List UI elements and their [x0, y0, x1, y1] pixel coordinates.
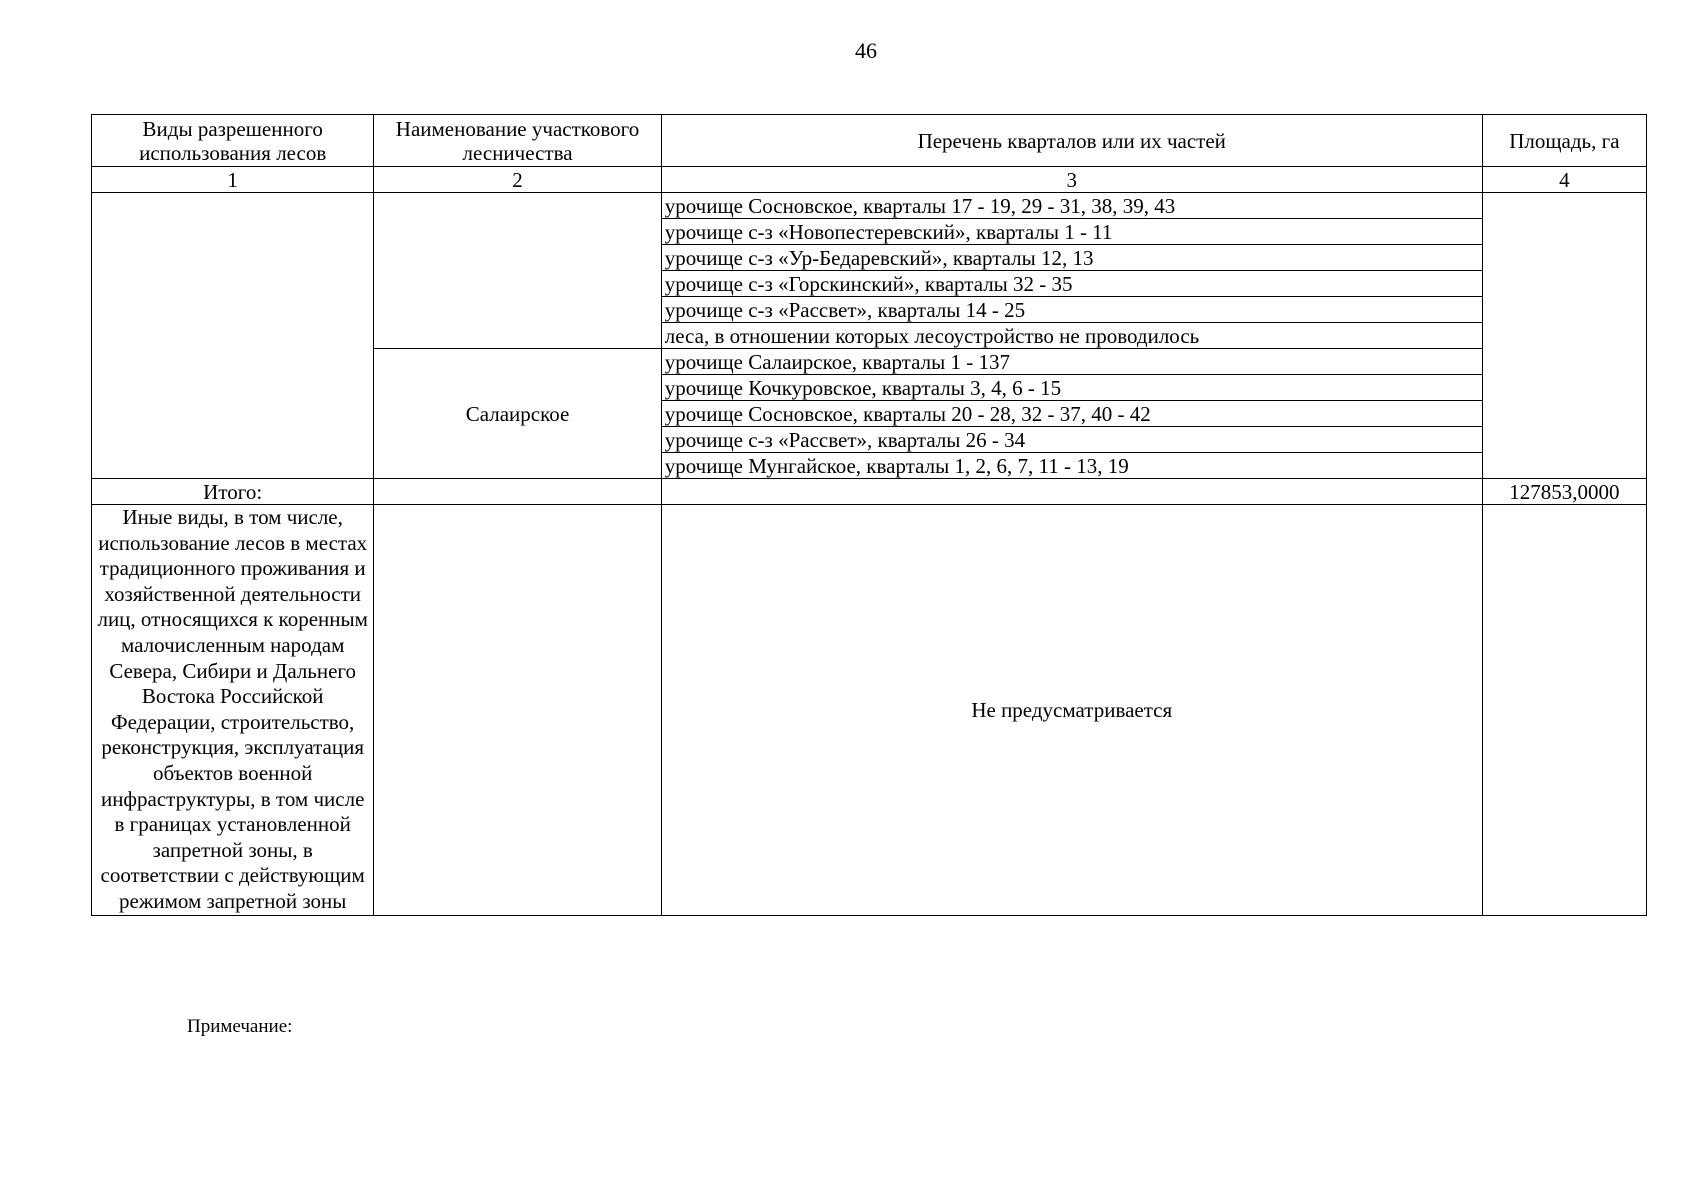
quarter-item: урочище Кочкуровское, кварталы 3, 4, 6 - 15	[661, 375, 1482, 401]
quarter-item: урочище с-з «Рассвет», кварталы 14 - 25	[661, 297, 1482, 323]
forestry-name-cell: Салаирское	[374, 349, 661, 479]
column-number: 2	[374, 167, 661, 193]
header-area: Площадь, га	[1482, 115, 1646, 167]
total-row	[92, 479, 1647, 505]
header-use-types: Виды разрешенного использования лесов	[92, 115, 374, 167]
total-blank-cell	[374, 479, 661, 505]
column-number: 1	[92, 167, 374, 193]
quarter-item: урочище с-з «Новопестеревский», кварталы 1 - 11	[661, 219, 1482, 245]
header-forestry-name: Наименование участкового лесничества	[374, 115, 661, 167]
quarter-item: урочище с-з «Горскинский», кварталы 32 - 35	[661, 271, 1482, 297]
quarter-item: леса, в отношении которых лесоустройство не проводилось	[661, 323, 1482, 349]
note-label: Примечание:	[187, 1016, 293, 1037]
other-uses-label: Иные виды, в том числе, использование лесов в местах традиционного проживания и хозяйственной деятельности лиц, относящихся к коренным малочисленным народам Севера, Сибири и Дальнего Востока Российской Федерации, строительство, реконструкция, эксплуатация объектов военной инфраструктуры, в том числе в границах установленной запретной зоны, в соответствии с действующим режимом запретной зоны	[92, 505, 374, 916]
quarter-item: урочище Сосновское, кварталы 20 - 28, 32 - 37, 40 - 42	[661, 401, 1482, 427]
other-uses-row	[92, 505, 1647, 916]
use-type-cell	[92, 193, 374, 479]
header-row	[92, 115, 1647, 167]
column-number: 4	[1482, 167, 1646, 193]
table-row	[92, 193, 1647, 219]
header-quarters-list: Перечень кварталов или их частей	[661, 115, 1482, 167]
quarter-item: урочище с-з «Рассвет», кварталы 26 - 34	[661, 427, 1482, 453]
total-blank-cell	[661, 479, 1482, 505]
column-number: 3	[661, 167, 1482, 193]
quarter-item: урочище Сосновское, кварталы 17 - 19, 29 - 31, 38, 39, 43	[661, 193, 1482, 219]
total-label: Итого:	[92, 479, 374, 505]
quarter-item: урочище Мунгайское, кварталы 1, 2, 6, 7, 11 - 13, 19	[661, 453, 1482, 479]
forestry-name-cell	[374, 193, 661, 349]
column-number-row	[92, 167, 1647, 193]
area-cell	[1482, 193, 1646, 479]
other-uses-blank-cell	[1482, 505, 1646, 916]
other-uses-status: Не предусматривается	[661, 505, 1482, 916]
forest-use-table	[91, 114, 1647, 916]
page-number: 46	[855, 38, 877, 63]
other-uses-blank-cell	[374, 505, 661, 916]
quarter-item: урочище Салаирское, кварталы 1 - 137	[661, 349, 1482, 375]
total-area: 127853,0000	[1482, 479, 1646, 505]
quarter-item: урочище с-з «Ур-Бедаревский», кварталы 12, 13	[661, 245, 1482, 271]
